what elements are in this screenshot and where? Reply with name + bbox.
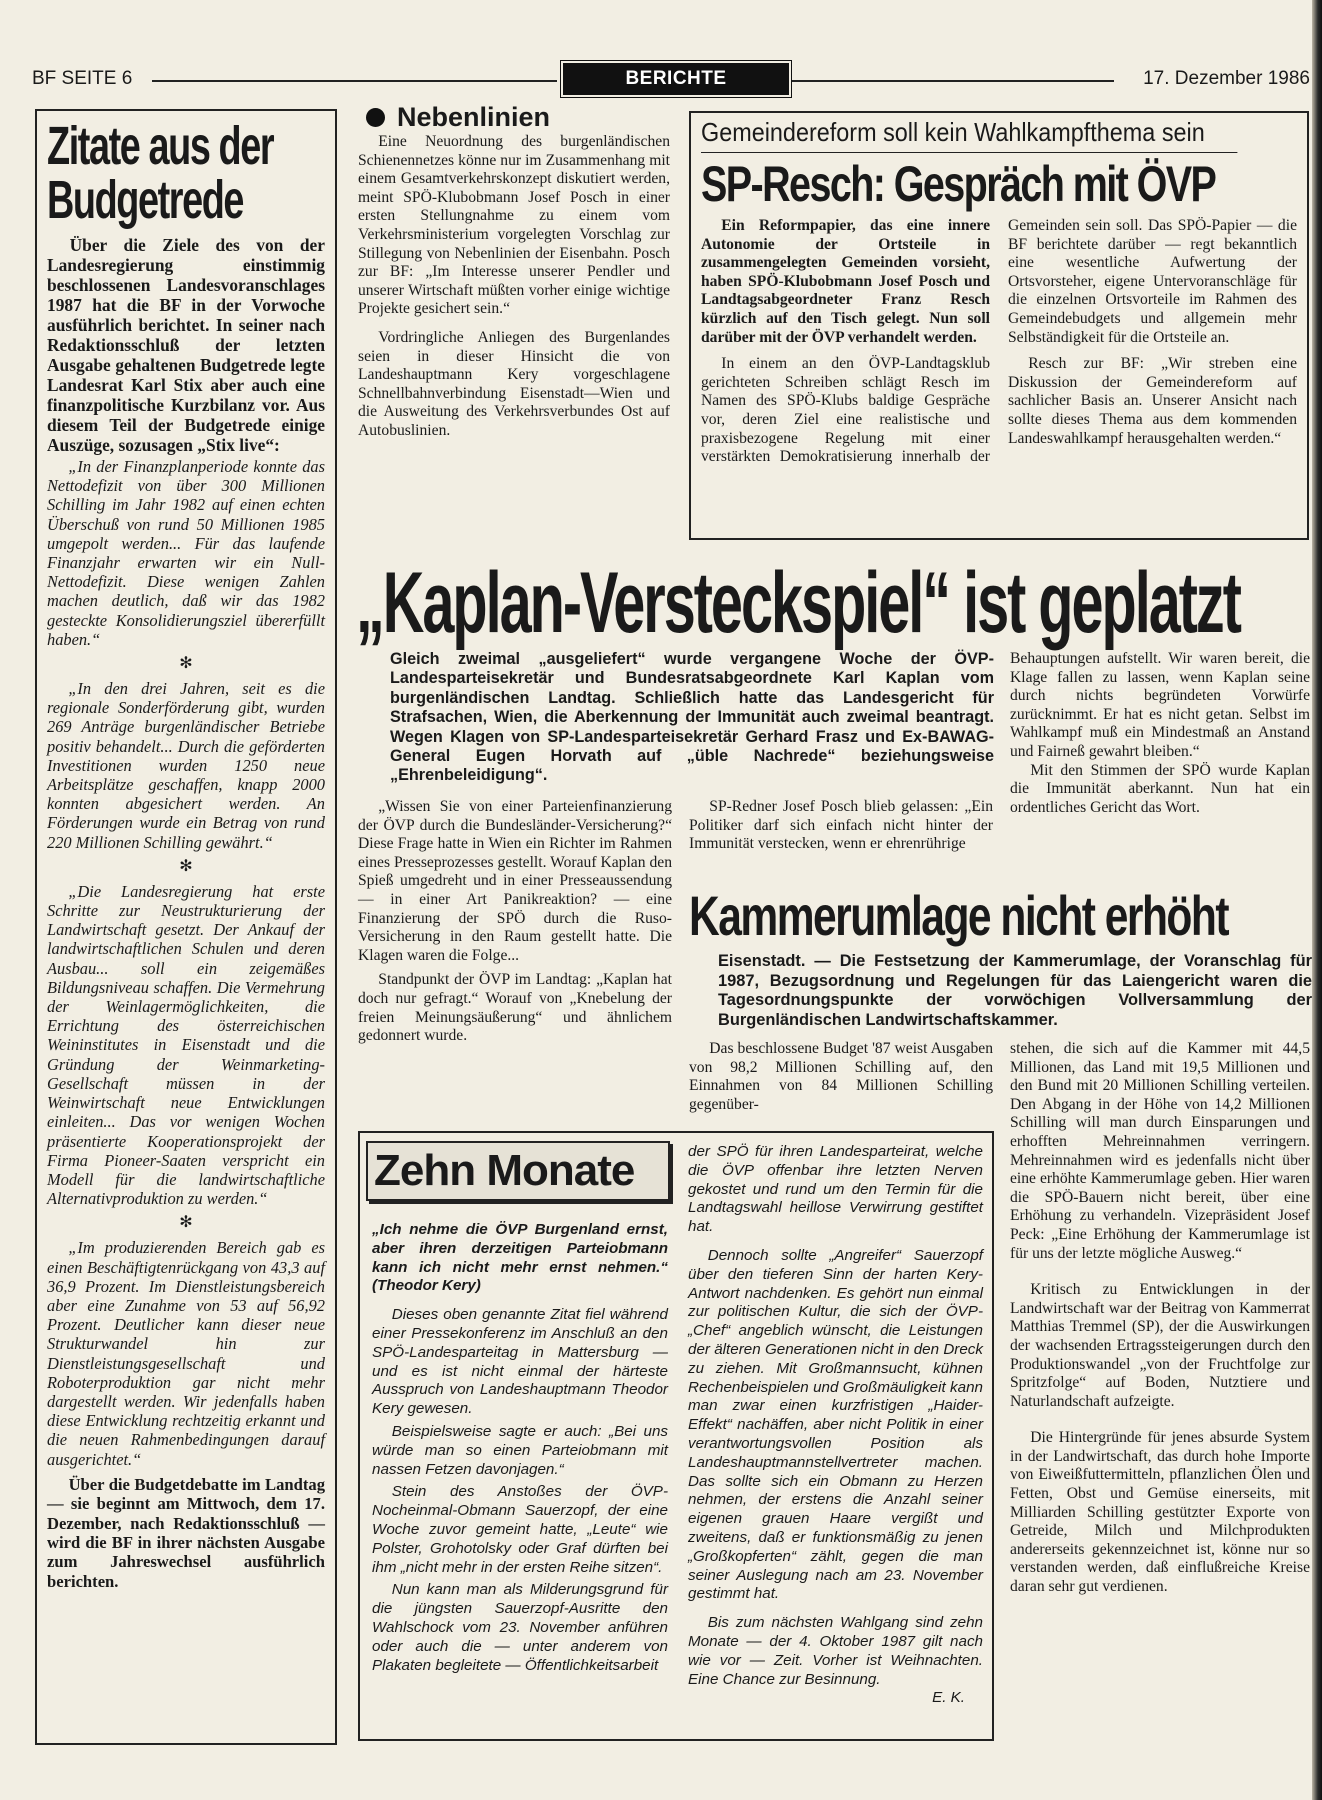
paragraph: stehen, die sich auf die Kammer mit 44,5 Millionen, das Land mit 19,5 Millionen und den Bund mit 20 Millionen Schilling verteilen. Den Abgang in der Höhe von 14,2 Millionen Schilling will man durch Einsparungen und erhofften Mehreinnahmen verringern. Mehreinnahmen wird es jedenfalls nicht über eine erhöhte Kammerumlage geben. Hier waren die SPÖ-Bauern nicht bereit, über eine Erhöhung zu verhandeln. Vizepräsident Josef Peck: „Eine Erhöhung der Kammerumlage ist für uns der letzte mögliche Ausweg.“ — [1010, 1040, 1310, 1262]
paragraph: „Wissen Sie von einer Parteienfinanzierung der ÖVP durch die Bundesländer-Versicherung?“ Diese Frage hatte in Wien ein Richter im Rahmen eines Presseprozesses gestellt. Worauf Kaplan den Spieß umgedreht und in einer Presseaussendung — in einer Art Panikreaktion? — eine Finanzierung der SPÖ durch die Ruso-Versicherung in den Raum gestellt hatte. Die Klagen waren die Folge... — [358, 798, 672, 964]
article-body — [701, 217, 1297, 535]
article-lead: Ein Reformpapier, das eine innere Autonomie der Ortsteile in zusammengelegten Gemeinden vorsieht, haben SPÖ-Klubobmann Josef Posch und Landtagsabgeordneter Franz Resch kürzlich auf den Tisch gelegt. Nun soll darüber mit der ÖVP verhandelt werden. — [701, 217, 990, 346]
signature-row — [688, 1689, 983, 1708]
article-kicker: Gemeindereform soll kein Wahlkampfthema sein — [701, 117, 1237, 153]
article-column — [689, 798, 993, 854]
section-label: BERICHTE — [563, 63, 789, 95]
paragraph: Bis zum nächsten Wahlgang sind zehn Monate — der 4. Oktober 1987 gilt nach wie vor — Zeit. Vorher ist Weihnachten. Eine Chance zur Besinnung. — [688, 1614, 983, 1688]
article-column — [689, 1040, 993, 1114]
commentary-title: Zehn Monate — [366, 1141, 670, 1201]
article-lead: Über die Ziele des von der Landesregierung einstimmig beschlossenen Landesvoranschlages 1987 hat die BF in der Vorwoche ausführlich berichtet. In seiner nach Redaktionsschluß der letzten Ausgabe gehaltenen Budgetrede legte Landesrat Karl Stix aber auch eine finanzpolitische Kurzbilanz vor. Aus diesem Teil der Budgetrede einige Auszüge, sozusagen „Stix live“: — [47, 235, 325, 455]
paragraph: Stein des Anstoßes der ÖVP-Nocheinmal-Obmann Sauerzopf, der eine Woche zuvor gemeint hatte, „Leute“ wie Polster, Grohotolsky oder Graf dürften bei ihm „nicht mehr in der ersten Reihe sitzen“. — [372, 1483, 668, 1576]
article-title: Nebenlinien — [397, 102, 551, 133]
paragraph: Dennoch sollte „Angreifer“ Sauerzopf über den tieferen Sinn der harten Kery-Antwort nachdenken. Es gehört nun einmal zur politischen Kultur, die sich der ÖVP-„Chef“ angeblich wünscht, die Leistungen der älteren Generationen nicht in den Dreck zu ziehen. Mit Großmannsucht, kühnen Rechenbeispielen und Großmäuligkeit kann man zwar einen kurzfristigen „Haider-Effekt“ nachäffen, aber nicht Politik in einer verantwortungsvollen Position als Landeshauptmannstellvertreter machen. Das sollte sich ein Obmann zu Herzen nehmen, der erstens die Anzahl seiner eigenen grauen Haare vergißt und zweitens, daß er funktionsmäßig zu jenen „Großkopferten“ zählt, gegen die man seiner Auslegung nach am 23. November gestimmt hat. — [688, 1246, 983, 1603]
separator-asterisk: ✻ — [179, 1214, 193, 1232]
page-edge-shadow — [1312, 0, 1322, 1800]
header-rule-right — [792, 80, 1114, 82]
paragraph: Vordringliche Anliegen des Burgenlandes seien in dieser Hinsicht die von Landeshauptmann Kery vorgeschlagene Schnellbahnverbindung Eisenstadt—Wien und die Ausweitung des Verkehrsverbundes Ost auf Autobuslinien. — [358, 328, 670, 439]
paragraph: Nun kann man als Milderungsgrund für die jüngsten Sauerzopf-Ausritte den Wahlschock vom 23. November anführen oder auch die — unter anderem von Plakaten begleitete — Öffentlichkeitsarbeit — [372, 1581, 668, 1674]
commentary-column — [372, 1221, 668, 1679]
commentary-column — [688, 1143, 983, 1708]
article-column — [1010, 1040, 1310, 1597]
author-initials: E. K. — [932, 1689, 965, 1707]
bullet-icon — [366, 108, 385, 127]
article-nebenlinien — [358, 102, 670, 441]
article-column — [1010, 650, 1310, 817]
article-headline: „Kaplan-Versteckspiel“ ist geplatzt — [356, 555, 1240, 651]
article-gemeindereform — [689, 111, 1309, 540]
header-rule-left — [152, 80, 557, 82]
paragraph: In einem an den ÖVP-Landtagsklub gerichteten Schreiben schlägt Resch im Namen des SPÖ-Klubs baldige Gespräche vor, deren Ziel eine realistische und praxisbezogene Regelung mit einer verstärkten Demokratisierung innerhalb der Gemeinden sein soll. Das SPÖ-Papier — die BF berichtete darüber — regt bekanntlich eine wesentliche Aufwertung der Ortsvorsteher, eigene Untervoranschläge für die einzelnen Ortsvorteile im Rahmen des Gemeindebudgets und allgemein mehr Selbständigkeit für die Ortsteile an. — [701, 217, 1297, 466]
article-title-wrap — [47, 119, 325, 231]
article-title: Zitate aus der Budgetrede — [47, 119, 274, 230]
paragraph: Behauptungen aufstellt. Wir waren bereit, die Klage fallen zu lassen, wenn Kaplan seine durch nichts begründeten Vorwürfe zurücknimmt. Er hat es nicht getan. Selbst im Wahlkampf muß ein Mindestmaß an Anstand und Fairneß gewahrt bleiben.“ — [1010, 650, 1310, 760]
article-closing: Über die Budgetdebatte im Landtag — sie beginnt am Mittwoch, dem 17. Dezember, nach Redaktionsschluß — wird die BF in ihrer nächsten Ausgabe zum Jahreswechsel ausführlich berichten. — [47, 1474, 325, 1591]
article-zitate — [35, 109, 337, 1745]
paragraph: Das beschlossene Budget '87 weist Ausgaben von 98,2 Millionen Schilling auf, den Einnahmen von 84 Millionen Schilling gegenüber- — [689, 1040, 993, 1113]
paragraph: SP-Redner Josef Posch blieb gelassen: „Ein Politiker darf sich einfach nicht hinter der Immunität verstecken, wenn er ehrenrührige — [689, 798, 993, 853]
paragraph: Mit den Stimmen der SPÖ wurde Kaplan die Immunität aberkannt. Nun hat ein ordentliches Gericht das Wort. — [1010, 761, 1310, 816]
separator-asterisk: ✻ — [179, 857, 193, 875]
paragraph: Resch zur BF: „Wir streben eine Diskussion der Gemeindereform auf sachlicher Basis an. Unserer Ansicht nach sollte dieses Thema aus dem kommenden Landeswahlkampf herausgehalten werden.“ — [1008, 355, 1297, 447]
quote: „In den drei Jahren, seit es die regionale Sonderförderung gibt, wurden 269 Anträge burgenländischer Betriebe positiv behandelt... Durch die geförderten Investitionen wurden 1250 neue Arbeitsplätze geschaffen, knapp 2000 konnten abgesichert werden. An Förderungen wurde ein Betrag von rund 220 Millionen Schilling gewährt.“ — [47, 679, 325, 852]
article-lead: Eisenstadt. — Die Festsetzung der Kammerumlage, der Voranschlag für 1987, Bezugsordnung und Regelungen für das Laiengericht waren die Tagesordnungspunkte der vorwöchigen Vollversammlung der Burgenländischen Landwirtschaftskammer. — [718, 952, 1312, 1029]
paragraph: Dieses oben genannte Zitat fiel während einer Pressekonferenz im Anschluß an den SPÖ-Landesparteitag in Mattersburg — und es ist nicht einmal der härteste Ausspruch von Landeshauptmann Theodor Kery gewesen. — [372, 1306, 668, 1418]
paragraph: der SPÖ für ihren Landesparteirat, welche die ÖVP offenbar ihre letzten Nerven gekostet und rund um den Termin für die Landtagswahl heillose Verwirrung gestiftet hat. — [688, 1143, 983, 1236]
quote: „In der Finanzplanperiode konnte das Nettodefizit von über 300 Millionen Schilling im Jahr 1982 auf einen echten Überschuß von rund 50 Millionen 1985 umgepolt werden... Für das laufende Finanzjahr erwarten wir ein Null-Nettodefizit. Diese wenigen Zahlen machen deutlich, daß wir das 1982 gesteckte Konsolidierungsziel übererfüllt haben.“ — [47, 457, 325, 649]
quote: „Im produzierenden Bereich gab es einen Beschäftigtenrückgang von 43,3 auf 36,9 Prozent. Im Dienstleistungsbereich aber eine Zunahme von 53 auf 56,92 Prozent. Deutlicher kann dieser neue Strukturwandel hin zur Dienstleistungsgesellschaft und Roboterproduktion gar nicht mehr dargestellt werden. Wir jedenfalls haben diese Entwicklung rechtzeitig erkannt und die neuen Rahmenbedingungen darauf ausgerichtet.“ — [47, 1238, 325, 1469]
page-label: BF SEITE 6 — [32, 68, 133, 89]
paragraph: Kritisch zu Entwicklungen in der Landwirtschaft war der Beitrag von Kammerrat Matthias Tremmel (SP), der die Auswirkungen der wachsenden Ertragssteigerungen durch den Produktionswandel „von der Fruchtfolge zur Spritzfolge“ auf Boden, Nutztiere und Naturlandschaft aufzeigte. — [1010, 1281, 1310, 1410]
paragraph: Standpunkt der ÖVP im Landtag: „Kaplan hat doch nur gefragt.“ Worauf von „Knebelung der freien Meinungsäußerung“ und ähnlichem gedonnert wurde. — [358, 971, 672, 1045]
article-headline: Kammerumlage nicht erhöht — [689, 884, 1229, 947]
article-heading — [366, 102, 670, 133]
pull-quote: „Ich nehme die ÖVP Burgenland ernst, aber ihren derzeitigen Parteiobmann kann ich nicht mehr ernst nehmen.“ (Theodor Kery) — [372, 1221, 668, 1295]
paragraph: Eine Neuordnung des burgenländischen Schienennetzes könne nur im Zusammenhang mit einem Gesamtverkehrskonzept diskutiert werden, meint SPÖ-Klubobmann Josef Posch in einer ersten Stellungnahme zu einem vom Verkehrsministerium vorgelegten Vorschlag zur Stillegung von Nebenlinien der Eisenbahn. Posch zur BF: „Im Interesse unserer Pendler und unserer Wirtschaft müßten vorher einige wichtige Projekte gesichert sein.“ — [358, 133, 670, 318]
paragraph: Beispielsweise sagte er auch: „Bei uns würde man so einen Parteiobmann mit nassen Fetzen davonjagen.“ — [372, 1422, 668, 1478]
article-lead: Gleich zweimal „ausgeliefert“ wurde vergangene Woche der ÖVP-Landesparteisekretär und Bundesratsabgeordnete Karl Kaplan vom burgenländischen Landtag. Schließlich hatte das Landesgericht für Strafsachen, Wien, die Aberkennung der Immunität auch zweimal beantragt. Wegen Klagen von SP-Landesparteisekretär Gerhard Frasz und Ex-BAWAG-General Eugen Horvath auf „üble Nachrede“ beziehungsweise „Ehrenbeleidigung“. — [390, 650, 994, 785]
paragraph: Die Hintergründe für jenes absurde System in der Landwirtschaft, das durch hohe Importe von Eiweißfuttermitteln, pflanzlichen Ölen und Fetten, Obst und Gemüse einerseits, mit Milliarden Schilling gestützter Exporte von Getreide, Milch und Milchprodukten andererseits gekennzeichnet ist, könne nur so verstanden werden, daß einflußreiche Kreise daran sehr gut verdienen. — [1010, 1429, 1310, 1596]
article-headline: SP-Resch: Gespräch mit ÖVP — [701, 156, 1216, 212]
quote: „Die Landesregierung hat erste Schritte zur Neustrukturierung der Landwirtschaft gesetzt. Der Ankauf der landwirtschaftlichen Schulen und deren Ausbau... soll ein zeigemäßes Bildungsniveau schaffen. Die Vermehrung der Weinlagermöglichkeiten, die Errichtung des österreichischen Weininstitutes in Eisenstadt und die Gründung der Weinmarketing-Gesellschaft müssen in der Weinwirtschaft neue Entwicklungen einleiten... Das vor wenigen Wochen präsentierte Kooperationsprojekt der Firma Pioneer-Saaten verspricht ein Modell für die landwirtschaftliche Alternativproduktion zu werden.“ — [47, 881, 325, 1209]
separator-asterisk: ✻ — [179, 655, 193, 673]
article-column — [358, 798, 672, 1046]
commentary-zehn-monate — [358, 1131, 994, 1741]
issue-date: 17. Dezember 1986 — [1143, 68, 1310, 89]
